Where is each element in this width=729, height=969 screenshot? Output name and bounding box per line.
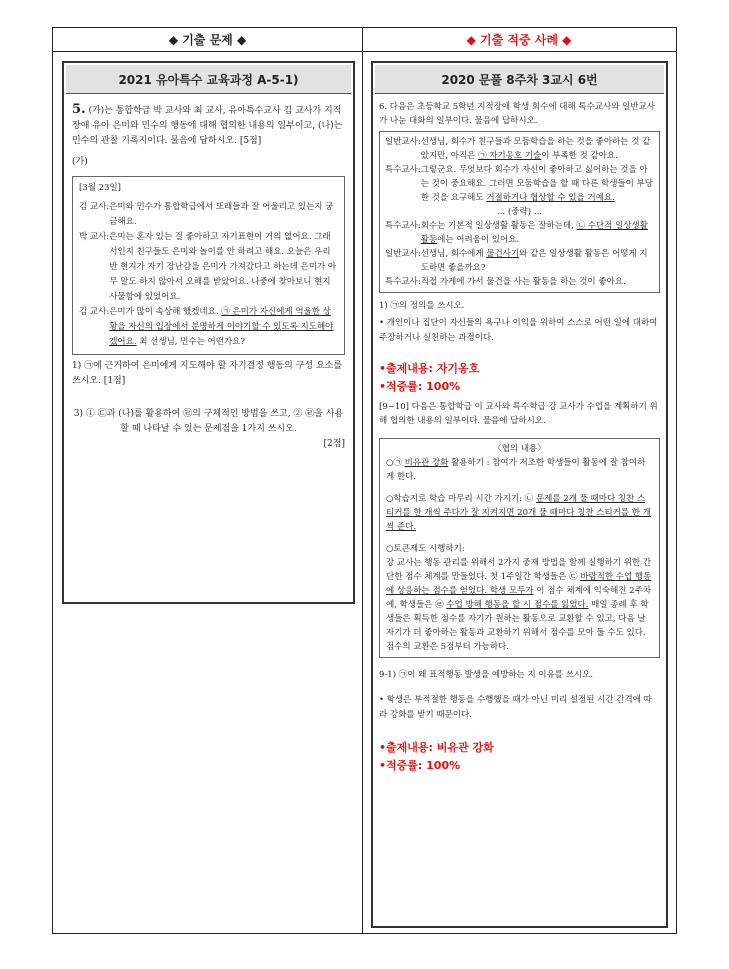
underlined-text: 문제를 2개 풀 때마다 칭찬 스티커를 한 개씩 주다가 잘 지켜지면 20개 풀 때마다 칭찬 스티커를 한 개씩 준다. bbox=[386, 494, 651, 532]
dialogue-date: [3월 23일] bbox=[79, 183, 121, 193]
topic-2: •출제내용: 비유관 강화 bbox=[379, 741, 494, 754]
q6-intro: 6. 다음은 초등학교 5학년 지적장애 학생 회수에 대해 특수교사와 일반교사가 나눈 대화의 일부이다. 물음에 답하시오. bbox=[379, 102, 655, 126]
plan-text: 이 점수 체계에 익숙해진 2주차에, 학생들은 ㉣ bbox=[386, 586, 652, 610]
plan-text: 활용하기 : 참여가 저조한 학생들이 활동에 잘 참여하게 한다. bbox=[386, 458, 646, 482]
sub-question-9-1: 9-1) ㉠이 왜 표적행동 발생을 예방하는 지 이유를 쓰시오. bbox=[379, 670, 594, 680]
speaker: 특수교사: bbox=[385, 277, 421, 287]
utterance: 은미는 혼자 있는 걸 좋아하고 자기표현이 거의 없어요. 그래서인지 친구들도 은미와 놀이를 안 하려고 해요. 오늘은 우리 반 현지가 자기 장난감을 은미가 가져갔다고 하는데 은미가 아무 말도 하지 않아서 오해를 받았어요. 나중에 찾아보니 현지 사물함에 있었어요. bbox=[109, 232, 337, 302]
utterance: 은미와 민수가 통합학급에서 또래들과 잘 어울리고 있는지 궁금해요. bbox=[109, 202, 334, 227]
utterance-text: 회수는 기본적 일상생활 활동은 잘하는데, bbox=[420, 221, 577, 231]
underlined-text: ㉠ 자기옹호 기술 bbox=[478, 151, 542, 161]
exam-question-box bbox=[62, 61, 355, 604]
utterance-tail: 최 선생님, 민수는 어떤가요? bbox=[136, 337, 245, 347]
dialogue-line bbox=[385, 275, 654, 289]
dialogue-line bbox=[385, 247, 654, 275]
dialogue-box bbox=[72, 176, 345, 355]
answer-9-1: • 학생은 부적절한 행동을 수행했을 때가 아닌 미리 설정된 시간 간격에 따라 강화를 받기 때문이다. bbox=[379, 695, 652, 720]
utterance bbox=[109, 305, 338, 350]
dialogue-line bbox=[79, 200, 338, 230]
plan-item-2 bbox=[386, 492, 653, 534]
dialogue-line bbox=[79, 230, 338, 305]
speaker: 특수교사: bbox=[385, 221, 421, 231]
underlined-text: ㉠ 은미가 자신에게 억울한 상황을 자신의 입장에서 분명하게 이야기할 수 있도록 지도해야겠어요. bbox=[109, 307, 334, 347]
utterance-text: 와 같은 일상생활 활동은 어떻게 지도하면 좋을까요? bbox=[420, 249, 648, 273]
underlined-text: 거절하거나 협상할 수 있을 거예요. bbox=[486, 193, 615, 203]
topic-1: •출제내용: 자기옹호 bbox=[379, 362, 480, 375]
utterance-text: 은미가 많이 속상해 했겠네요. bbox=[109, 307, 219, 317]
plan-text: ○㉠ bbox=[386, 458, 405, 468]
speaker: 김 교사: bbox=[79, 307, 110, 317]
section-ga: (가) bbox=[72, 157, 88, 167]
question-number: 5. bbox=[72, 102, 86, 117]
plan-text: 매일 종례 후 학생들은 획득한 점수를 자기가 원하는 활동으로 교환할 수 있고, 다음 날 자기가 더 좋아하는 활동과 교환하기 위해서 점수를 모아 둘 수도 있다. 점수의 교환은 5점부터 가능하다. bbox=[386, 600, 649, 652]
utterance-text: 이 부족한 것 같아요. bbox=[541, 151, 618, 161]
utterance: 직접 가게에 가서 물건을 사는 활동을 하는 것이 좋아요. bbox=[420, 277, 626, 287]
underlined-text: 비유관 강화 bbox=[404, 458, 449, 468]
answer-1: • 개인이나 집단이 자신들의 욕구나 이익을 위하여 스스로 어떤 일에 대하여 주장하거나 실천하는 과정이다. bbox=[379, 318, 658, 343]
utterance bbox=[421, 135, 654, 163]
hit-case-box bbox=[371, 61, 668, 928]
plan-item-3-heading: ○토큰제도 시행하기: bbox=[386, 544, 465, 554]
ellipsis-line: … (중략) … bbox=[496, 207, 543, 217]
underlined-text: ㉡ 수단적 일상생활 활동 bbox=[420, 221, 648, 245]
dialogue-line bbox=[79, 305, 338, 350]
dialogue-line bbox=[385, 219, 654, 247]
question-intro-text: (가)는 통합학급 박 교사와 최 교사, 유아특수교사 김 교사가 지적장애 유아 은미와 민수의 행동에 대해 협의한 내용의 일부이고, (나)는 민수의 관찰 기록지이다. 물음에 답하시오. [5점] bbox=[72, 106, 343, 146]
speaker: 특수교사: bbox=[385, 165, 421, 175]
utterance-text: 에는 어려움이 있어요. bbox=[437, 235, 520, 245]
underlined-text: 수업 방해 행동을 할 시 점수를 잃었다. bbox=[446, 600, 589, 610]
left-header: ◆ 기출 문제 ◆ bbox=[53, 28, 362, 52]
plan-text: 강 교사는 행동 관리를 위해서 2가지 중재 방법을 함께 실행하기 위한 간단한 점수 체계를 만들었다. 첫 1주일간 학생들은 ㉢ bbox=[386, 558, 652, 582]
plan-item-3 bbox=[386, 556, 653, 654]
sub-question-3: 3) ① ㉢과 (나)를 활용하여 ㉣의 구체적인 방법을 쓰고, ② ㉣을 사용할 때 나타날 수 있는 문제점을 1가지 쓰시오. bbox=[73, 409, 344, 434]
dialogue-line bbox=[385, 135, 654, 163]
speaker: 일반교사: bbox=[385, 249, 421, 259]
speaker: 김 교사: bbox=[79, 202, 110, 212]
utterance-text: 그렇군요. 무엇보다 회수가 자신이 좋아하고 싫어하는 것을 아는 것이 중요해요. 그러면 모둠학습을 할 때 다른 학생들이 부당한 것을 요구해도 bbox=[420, 165, 654, 203]
speaker: 박 교사: bbox=[79, 232, 110, 242]
column-divider bbox=[362, 28, 363, 933]
hit-rate-2: •적중률: 100% bbox=[379, 759, 461, 772]
exam-title: 2021 유아특수 교육과정 A-5-1) bbox=[66, 65, 351, 94]
underlined-text: 물건사기 bbox=[486, 249, 520, 259]
plan-title: 〈협의 내용〉 bbox=[493, 444, 546, 454]
right-header: ◆ 기출 적중 사례 ◆ bbox=[362, 28, 676, 52]
sub-question-3-score: [2점] bbox=[323, 439, 345, 449]
sub-question-1: 1) ㉠에 근거하여 은미에게 지도해야 할 자기결정 행동의 구성 요소를 쓰시오. [1점] bbox=[72, 361, 343, 386]
utterance bbox=[421, 247, 654, 275]
dialogue-line bbox=[385, 163, 654, 205]
utterance bbox=[421, 219, 654, 247]
right-sub-question-1: 1) ㉠의 정의를 쓰시오. bbox=[379, 301, 465, 311]
underlined-text: 바람직한 수업 행동에 상응하는 점수를 얻었다. 학생 모두가 bbox=[386, 572, 652, 596]
plan-box bbox=[379, 438, 660, 658]
hit-case-title: 2020 문풀 8주차 3교시 6번 bbox=[375, 65, 664, 94]
utterance-text: 선생님, 회수에게 bbox=[420, 249, 487, 259]
dialogue-box bbox=[379, 131, 660, 293]
hit-rate-1: •적중률: 100% bbox=[379, 380, 461, 393]
utterance bbox=[421, 163, 654, 205]
plan-item-1 bbox=[386, 456, 653, 484]
page-frame bbox=[52, 27, 677, 934]
q910-intro: [9~10] 다음은 통합학급 이 교사와 특수학급 강 교사가 수업을 계획하기 위해 협의한 내용의 일부이다. 물음에 답하시오. bbox=[379, 402, 658, 426]
speaker: 일반교사: bbox=[385, 137, 421, 147]
plan-text: ○학습지로 학습 마무리 시간 가지기: ㉡ bbox=[386, 494, 536, 504]
utterance-text: 선생님, 회수가 친구들과 모둠학습을 하는 것을 좋아하는 것 같았지만, 아직은 bbox=[420, 137, 651, 161]
question-intro bbox=[72, 102, 345, 149]
